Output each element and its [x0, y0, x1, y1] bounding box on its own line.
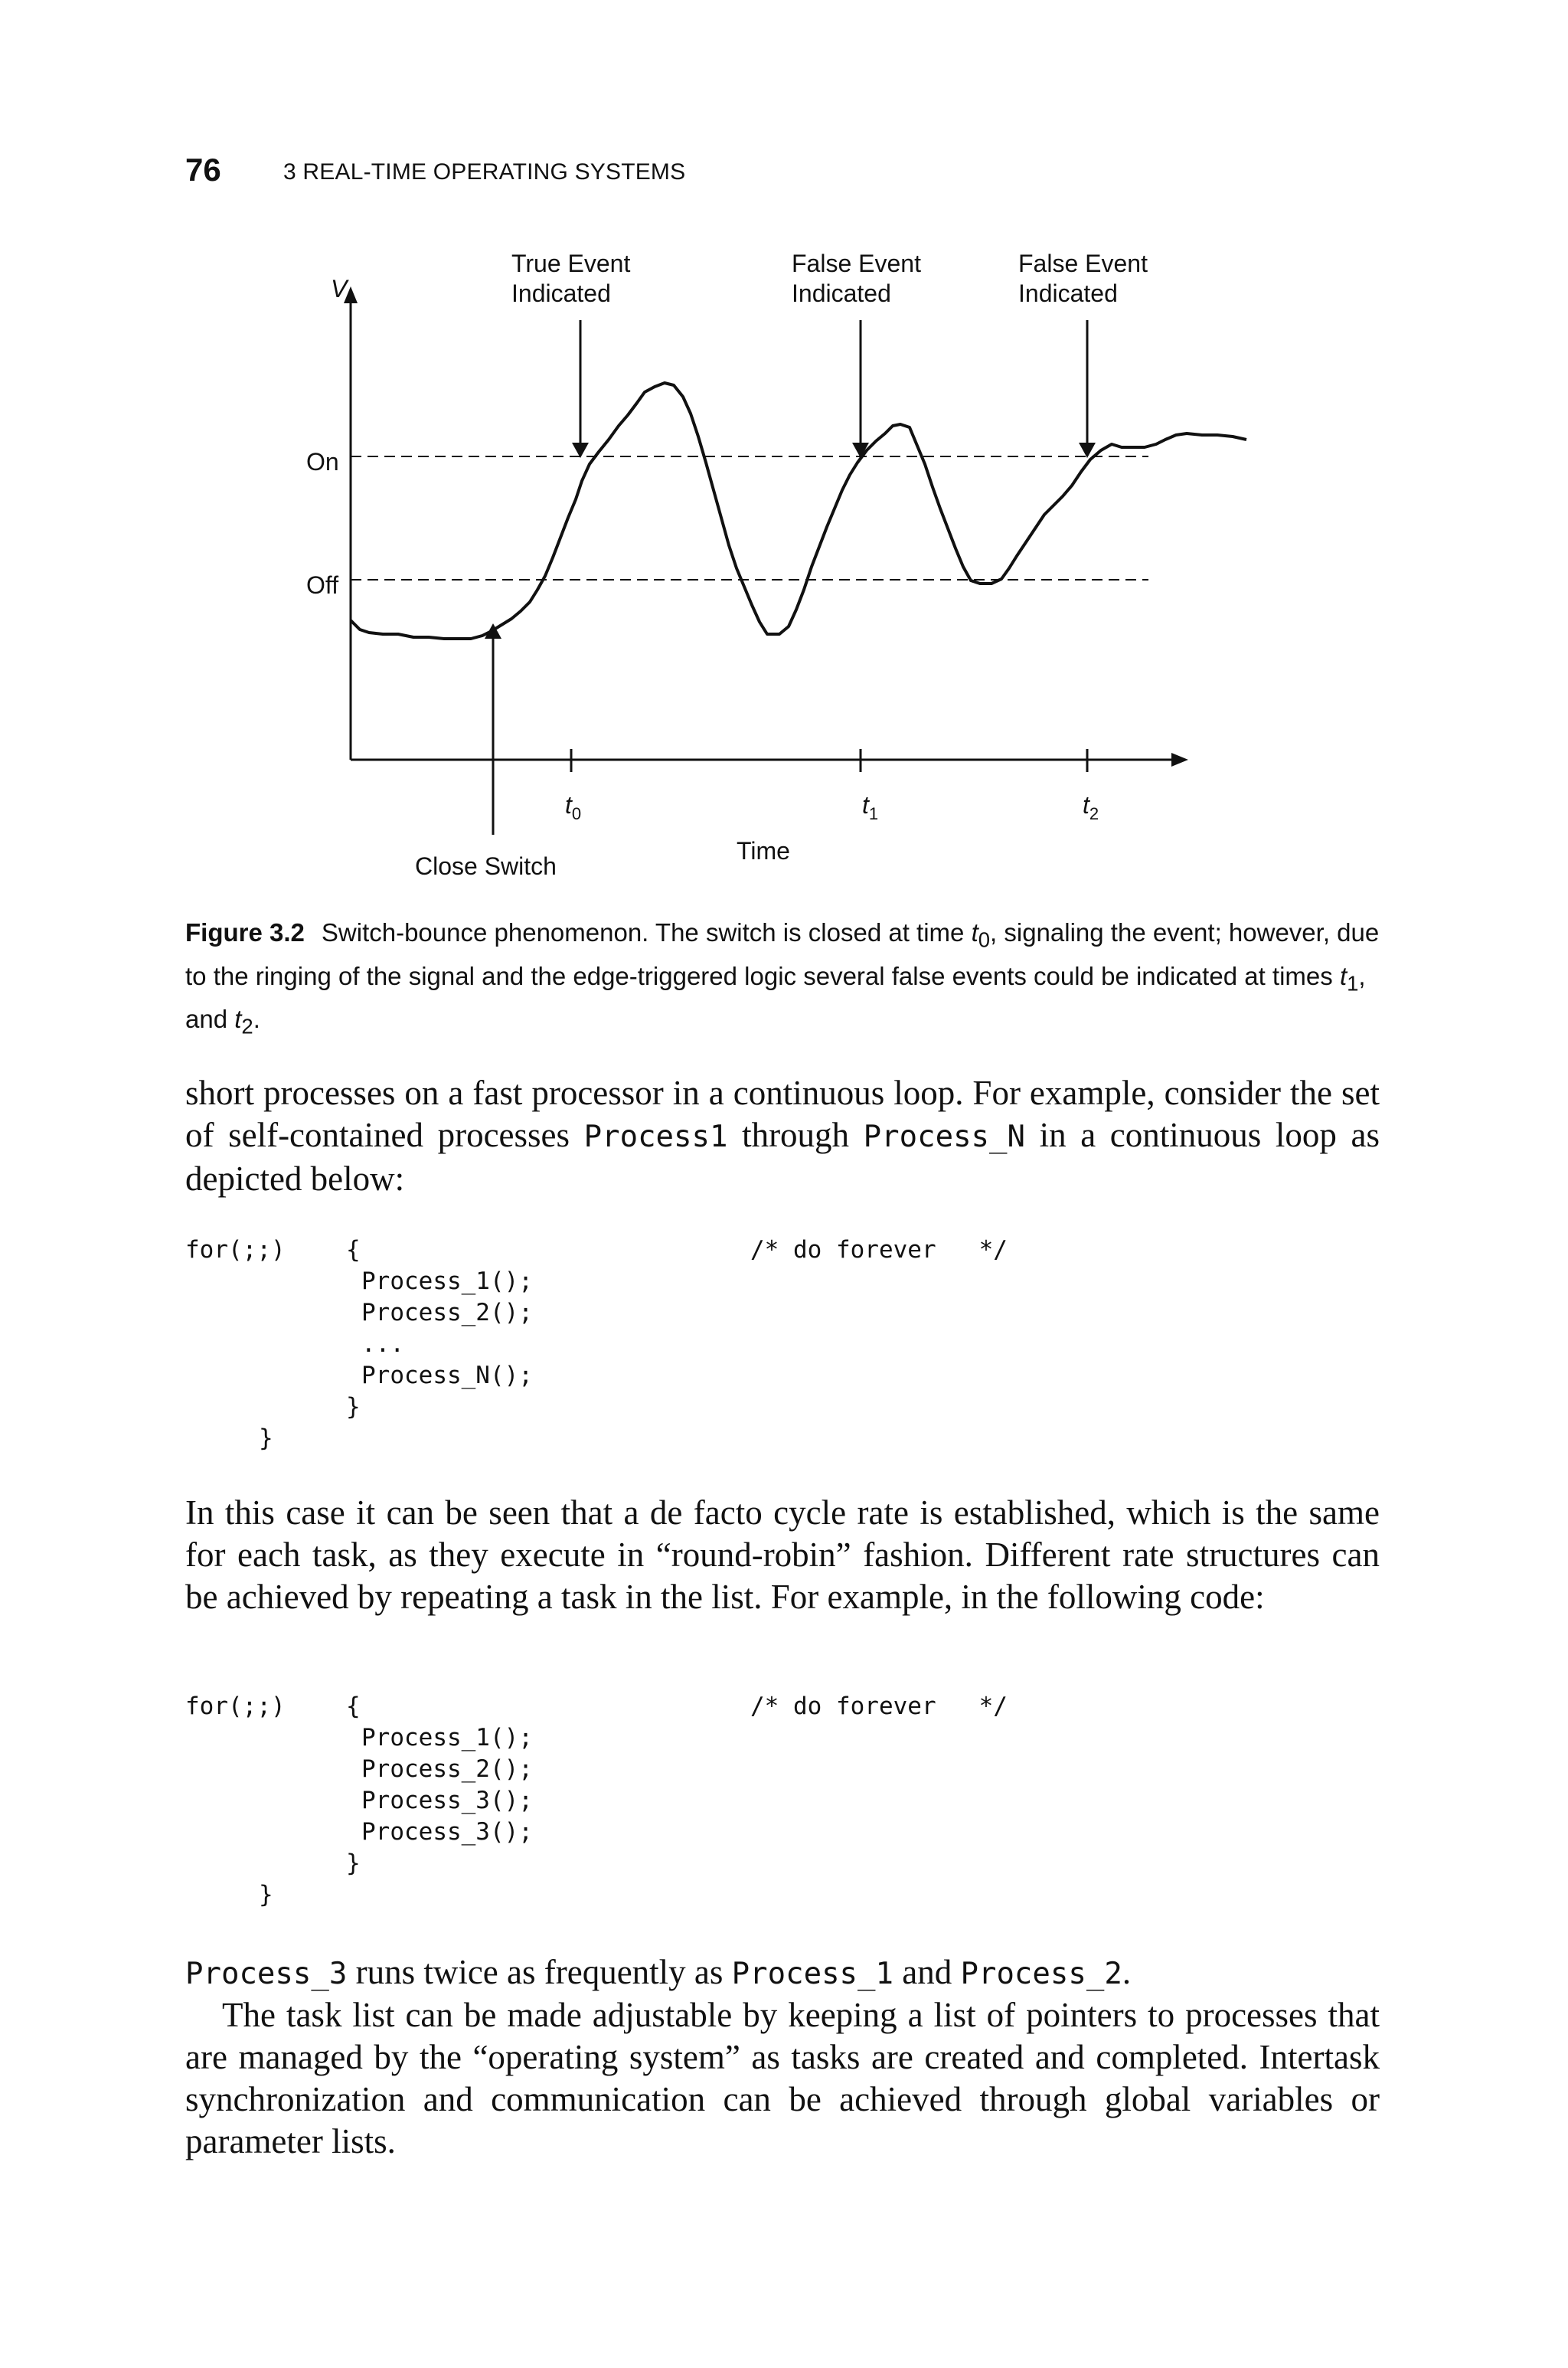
code1-line-1: Process_1(); — [361, 1267, 533, 1295]
true-event-label-line1: True Event — [511, 250, 631, 277]
off-label: Off — [306, 571, 339, 599]
code-process-1: Process_1 — [731, 1957, 893, 1991]
figure-caption — [185, 914, 1380, 1045]
para1-text-a: short processes on a fast processor in a continuous loop. For example, consider the set of self-contained processes — [185, 1074, 1380, 1154]
signal-waveform — [351, 383, 1246, 639]
tick-label-t0: $t_0$ — [565, 791, 582, 823]
tick-label-t2: $t_2$ — [1083, 791, 1099, 823]
true-event-label-line2: Indicated — [511, 280, 611, 307]
x-axis-arrowhead — [1171, 753, 1188, 767]
false-event-1-label-line1: False Event — [792, 250, 921, 277]
code-process1: Process1 — [583, 1120, 728, 1154]
code2-comment: /* do forever */ — [750, 1693, 1008, 1720]
para3-text-b: and — [893, 1953, 961, 1991]
caption-text-a: Switch-bounce phenomenon. The switch is closed at time — [321, 918, 972, 947]
caption-t2: t — [234, 1005, 242, 1034]
code1-for: for(;;) — [185, 1236, 286, 1264]
code-process-3: Process_3 — [185, 1957, 348, 1991]
caption-t1-sub: 1 — [1347, 971, 1359, 996]
on-label: On — [306, 448, 339, 476]
x-axis-label: Time — [737, 837, 790, 865]
code2-line-2: Process_2(); — [361, 1755, 533, 1783]
code2-line-4: Process_3(); — [361, 1818, 533, 1846]
false-event-2-label-line2: Indicated — [1018, 280, 1118, 307]
para3-text-a: runs twice as frequently as — [347, 1953, 732, 1991]
false-event-2-label-line1: False Event — [1018, 250, 1148, 277]
code1-inner-close: } — [346, 1393, 361, 1421]
code2-inner-close: } — [346, 1850, 361, 1877]
figure-caption-label: Figure 3.2 — [185, 918, 305, 947]
code1-comment: /* do forever */ — [750, 1236, 1008, 1264]
false-event-1-label-line2: Indicated — [792, 280, 891, 307]
figure-switch-bounce — [0, 0, 1568, 908]
caption-t0-sub: 0 — [978, 927, 991, 952]
close-switch-label: Close Switch — [415, 852, 557, 880]
paragraph-round-robin: In this case it can be seen that a de facto cycle rate is established, which is the same for each task, as they execute in “round-robin” fashion. Different rate structures can be achieved by repeating a task in the list. For example, in the following code: — [185, 1493, 1380, 1616]
para1-text-c: in a continuous loop as depicted below: — [185, 1116, 1380, 1198]
code-process-n: Process_N — [863, 1120, 1025, 1154]
y-axis-label: V — [331, 275, 348, 303]
caption-text-d: . — [253, 1005, 260, 1034]
code1-line-2: Process_2(); — [361, 1299, 533, 1326]
page-number: 76 — [185, 152, 221, 188]
code1-line-3: ... — [361, 1330, 404, 1358]
code2-open-brace: { — [346, 1693, 361, 1720]
code2-line-1: Process_1(); — [361, 1724, 533, 1751]
code1-outer-close: } — [259, 1424, 273, 1452]
code2-for: for(;;) — [185, 1693, 286, 1720]
para3-text-c: . — [1122, 1953, 1132, 1991]
code2-line-3: Process_3(); — [361, 1787, 533, 1814]
code1-open-brace: { — [346, 1236, 361, 1264]
caption-t1: t — [1339, 961, 1348, 990]
paragraph-task-list: The task list can be made adjustable by keeping a list of pointers to processes that are managed by the “operating system” as tasks are created and completed. Intertask synchronization and communication can be achieved through global variables or parameter lists. — [185, 1996, 1380, 2160]
running-title: 3 REAL-TIME OPERATING SYSTEMS — [283, 159, 686, 185]
caption-text-c: , and — [185, 961, 1366, 1034]
code-process-2: Process_2 — [960, 1957, 1122, 1991]
paragraph-loop-intro — [185, 1072, 1380, 1200]
caption-t2-sub: 2 — [241, 1014, 253, 1038]
para1-text-b: through — [727, 1116, 864, 1154]
code2-outer-close: } — [259, 1881, 273, 1908]
caption-t0: t — [971, 918, 978, 947]
caption-text-b: , signaling the event; however, due to the ringing of the signal and the edge-triggered logic several false events could be indicated at times — [185, 918, 1380, 990]
tick-label-t1: $t_1$ — [862, 791, 879, 823]
code1-line-4: Process_N(); — [361, 1362, 533, 1389]
paragraph-process3-rate — [185, 1951, 1380, 1995]
